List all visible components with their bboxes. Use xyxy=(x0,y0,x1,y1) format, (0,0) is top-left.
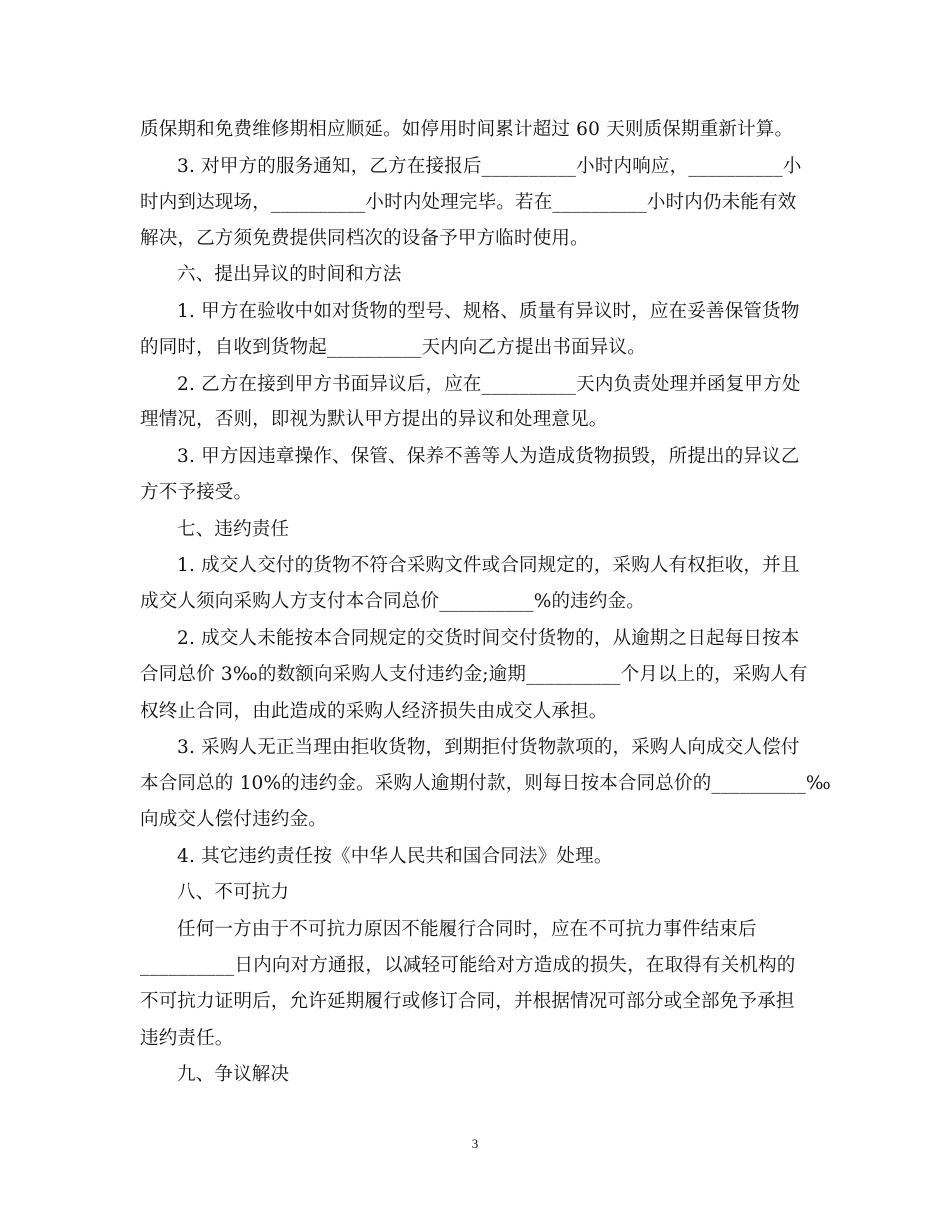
text-line: 3. 对甲方的服务通知，乙方在接报后__________小时内响应，__________小 xyxy=(177,156,802,177)
text-line: 的同时，自收到货物起__________天内向乙方提出书面异议。 xyxy=(140,337,646,358)
text-line: 权终止合同，由此造成的采购人经济损失由成交人承担。 xyxy=(140,701,608,722)
text-line: 理情况，否则，即视为默认甲方提出的异议和处理意见。 xyxy=(140,409,608,430)
section-heading: 六、提出异议的时间和方法 xyxy=(177,264,402,285)
section-heading: 七、违约责任 xyxy=(177,519,290,540)
text-line: 质保期和免费维修期相应顺延。如停用时间累计超过 60 天则质保期重新计算。 xyxy=(140,119,794,140)
text-line: 1. 甲方在验收中如对货物的型号、规格、质量有异议时，应在妥善保管货物 xyxy=(177,301,800,322)
text-line: 1. 成交人交付的货物不符合采购文件或合同规定的，采购人有权拒收，并且 xyxy=(177,555,800,576)
text-line: 向成交人偿付违约金。 xyxy=(140,809,328,830)
text-line: 成交人须向采购人方支付本合同总价__________%的违约金。 xyxy=(140,591,645,612)
text-line: 时内到达现场，__________小时内处理完毕。若在__________小时内仍未能有效 xyxy=(140,192,797,213)
text-line: 4. 其它违约责任按《中华人民共和国合同法》处理。 xyxy=(177,846,613,867)
text-line: 解决，乙方须免费提供同档次的设备予甲方临时使用。 xyxy=(140,228,589,249)
text-line: 3. 甲方因违章操作、保管、保养不善等人为造成货物损毁，所提出的异议乙 xyxy=(177,446,800,467)
text-line: 方不予接受。 xyxy=(140,482,253,503)
text-line: 2. 成交人未能按本合同规定的交货时间交付货物的，从逾期之日起每日按本 xyxy=(177,628,800,649)
text-line: 不可抗力证明后，允许延期履行或修订合同，并根据情况可部分或全部免予承担 xyxy=(140,991,795,1012)
section-heading: 九、争议解决 xyxy=(177,1064,290,1085)
text-line: 本合同总的 10%的违约金。采购人逾期付款，则每日按本合同总价的__________‰ xyxy=(140,773,831,794)
text-line: 合同总价 3‰的数额向采购人支付违约金;逾期__________个月以上的，采购人有 xyxy=(140,664,808,685)
section-heading: 八、不可抗力 xyxy=(177,882,290,903)
text-line: 3. 采购人无正当理由拒收货物，到期拒付货物款项的，采购人向成交人偿付 xyxy=(177,737,800,758)
text-line: 任何一方由于不可抗力原因不能履行合同时，应在不可抗力事件结束后 xyxy=(177,919,757,940)
text-line: __________日内向对方通报，以减轻可能给对方造成的损失，在取得有关机构的 xyxy=(140,955,796,976)
page-number: 3 xyxy=(471,1136,479,1151)
text-line: 违约责任。 xyxy=(140,1028,234,1049)
text-line: 2. 乙方在接到甲方书面异议后，应在__________天内负责处理并函复甲方处 xyxy=(177,374,801,395)
